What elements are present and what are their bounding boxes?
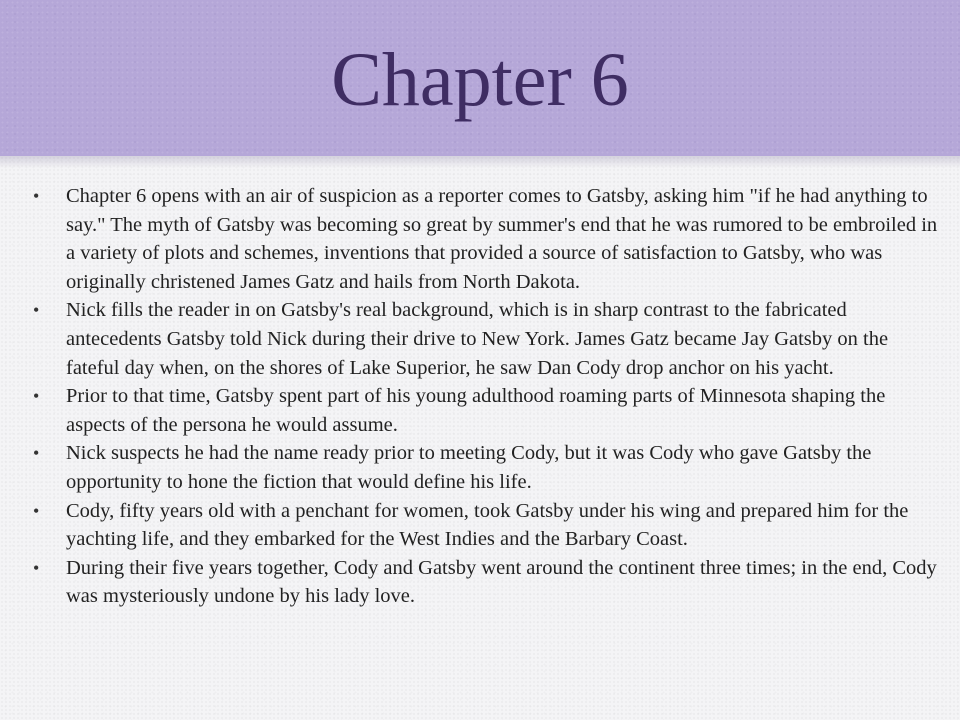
bullet-text: Nick fills the reader in on Gatsby's real background, which is in sharp contrast to the fabricated antecedents Gatsby told Nick during their drive to New York. James Gatz became Jay Gatsby on the fateful day when, on the shores of Lake Superior, he saw Dan Cody drop anchor on his yacht.: [66, 299, 889, 379]
bullet-icon: •: [33, 300, 40, 321]
slide-title: Chapter 6: [331, 38, 629, 122]
bullet-text: Prior to that time, Gatsby spent part of his young adulthood roaming parts of Minnesota shaping the aspects of the persona he would assume.: [66, 385, 886, 436]
bullet-text: Chapter 6 opens with an air of suspicion as a reporter comes to Gatsby, asking him "if he had anything to say." The myth of Gatsby was becoming so great by summer's end that he was rumored to be embroiled in a variety of plots and schemes, inventions that provided a source of satisfaction to Gatsby, who was originally christened James Gatz and hails from North Dakota.: [66, 185, 938, 293]
bullet-text: During their five years together, Cody and Gatsby went around the continent three times; in the end, Cody was mysteriously undone by his lady love.: [66, 556, 937, 608]
bullet-item: [30, 382, 942, 439]
bullet-icon: •: [33, 500, 40, 521]
bullet-item: [30, 182, 942, 296]
bullet-text: Nick suspects he had the name ready prior to meeting Cody, but it was Cody who gave Gatsby the opportunity to hone the fiction that would define his life.: [66, 442, 872, 493]
bullet-item: [30, 497, 942, 554]
bullet-text: Cody, fifty years old with a penchant for women, took Gatsby under his wing and prepared him for the yachting life, and they embarked for the West Indies and the Barbary Coast.: [66, 499, 909, 551]
bullet-icon: •: [33, 443, 40, 464]
bullet-item: [30, 554, 942, 611]
title-band-shadow: [0, 156, 960, 168]
bullet-item: [30, 439, 942, 496]
bullet-icon: •: [33, 557, 40, 578]
bullet-item: [30, 296, 942, 382]
bullet-icon: •: [33, 386, 40, 407]
bullet-list: [30, 182, 942, 611]
bullet-icon: •: [33, 186, 40, 206]
